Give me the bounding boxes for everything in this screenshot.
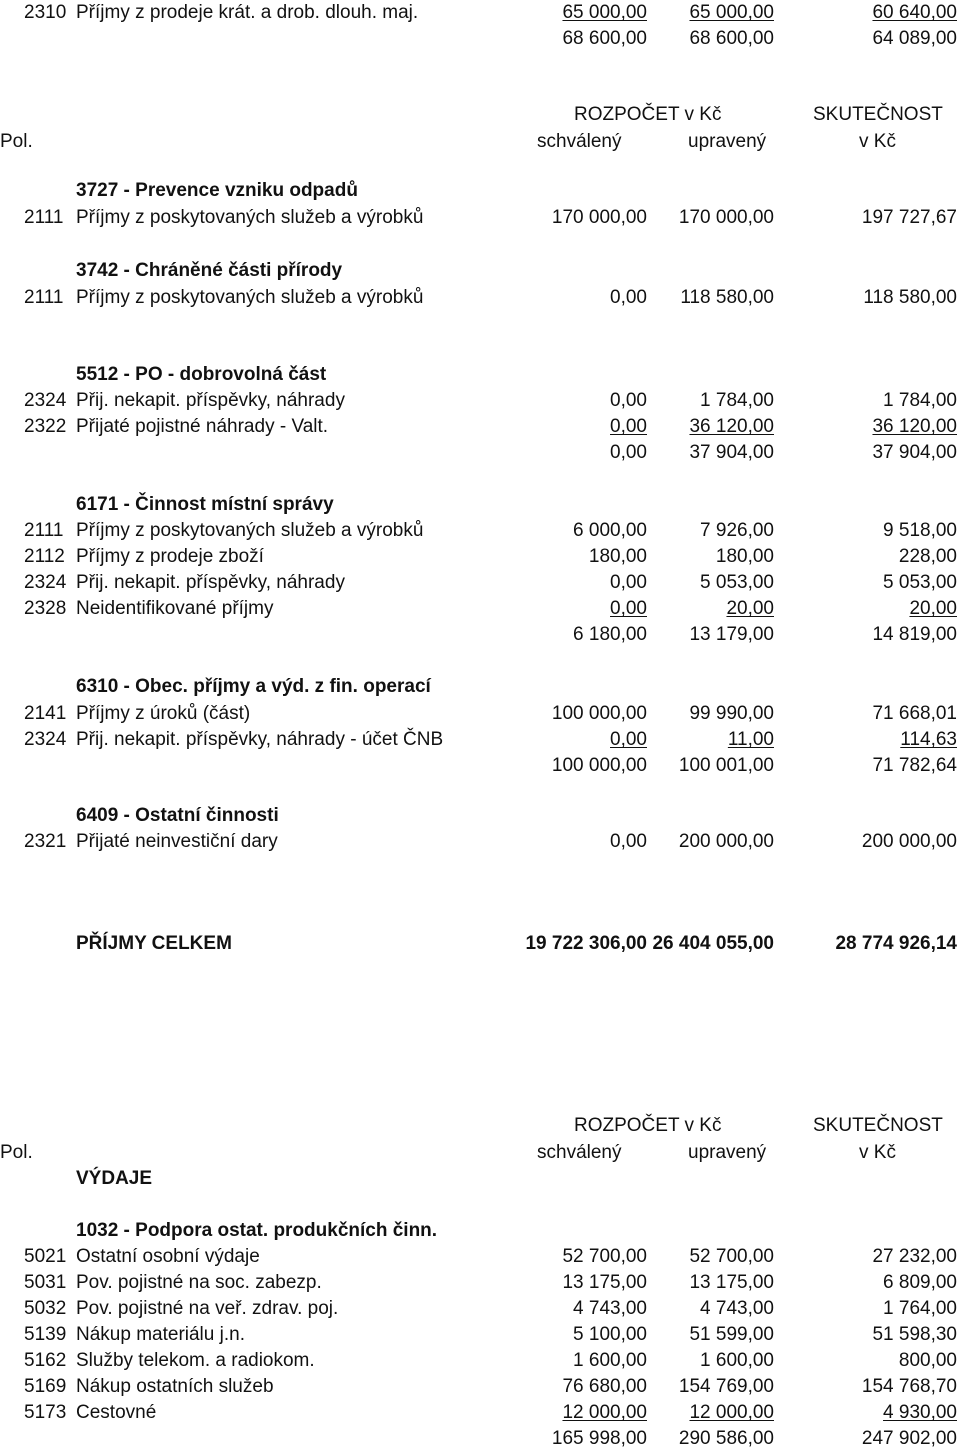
item-description: Příjmy z poskytovaných služeb a výrobků (76, 207, 424, 228)
approved-value: 52 700,00 (562, 1246, 647, 1267)
adjusted-value: 1 600,00 (700, 1350, 774, 1371)
table-row (0, 1296, 960, 1322)
approved-value: 6 180,00 (573, 624, 647, 645)
item-code: 2324 (24, 729, 67, 750)
subtotal-row (0, 1426, 960, 1452)
item-code: 5031 (24, 1272, 67, 1293)
column-header-top (0, 102, 960, 128)
adjusted-value: 1 784,00 (700, 390, 774, 411)
item-description: Přij. nekapit. příspěvky, náhrady - účet ČNB (76, 729, 444, 750)
adjusted-value: 170 000,00 (678, 207, 774, 228)
adjusted-value: 99 990,00 (689, 703, 774, 724)
item-description: Příjmy z poskytovaných služeb a výrobků (76, 287, 424, 308)
actual-value: 51 598,30 (872, 1324, 957, 1345)
section-heading (0, 674, 960, 700)
approved-value: 180,00 (588, 546, 647, 567)
item-code: 2328 (24, 598, 67, 619)
approved-header: schválený (537, 1142, 622, 1163)
adjusted-value: 51 599,00 (689, 1324, 774, 1345)
actual-value: 27 232,00 (872, 1246, 957, 1267)
approved-value: 5 100,00 (573, 1324, 647, 1345)
approved-value: 1 600,00 (573, 1350, 647, 1371)
item-description: Služby telekom. a radiokom. (76, 1350, 315, 1371)
section-heading (0, 492, 960, 518)
item-code: 2111 (24, 520, 64, 541)
item-code: 2141 (24, 703, 67, 724)
table-row (0, 1400, 960, 1426)
item-description: Přijaté neinvestiční dary (76, 831, 278, 852)
section-heading (0, 258, 960, 284)
table-row (0, 1374, 960, 1400)
adjusted-value: 180,00 (715, 546, 774, 567)
item-code: 5162 (24, 1350, 67, 1371)
item-description: Nákup materiálu j.n. (76, 1324, 245, 1345)
approved-value: 100 000,00 (551, 703, 647, 724)
approved-value: 65 000,00 (562, 2, 647, 23)
actual-value: 118 580,00 (863, 287, 957, 308)
budget-header: ROZPOČET v Kč (574, 104, 722, 125)
column-header-top (0, 1113, 960, 1139)
expenses-title: VÝDAJE (76, 1168, 153, 1189)
section-title: 6171 - Činnost místní správy (76, 494, 334, 515)
item-code: 5021 (24, 1246, 67, 1267)
item-description: Přij. nekapit. příspěvky, náhrady (76, 572, 345, 593)
subtotal-row (0, 753, 960, 779)
actual-value: 1 764,00 (883, 1298, 957, 1319)
section-title: 6310 - Obec. příjmy a výd. z fin. operací (76, 676, 431, 697)
actual-value: 4 930,00 (883, 1402, 957, 1423)
approved-value: 165 998,00 (551, 1428, 647, 1449)
approved-value: 6 000,00 (573, 520, 647, 541)
actual-value: 6 809,00 (883, 1272, 957, 1293)
actual-header: SKUTEČNOST (813, 1115, 943, 1136)
actual-value: 71 782,64 (872, 755, 957, 776)
section-title: 3742 - Chráněné části přírody (76, 260, 343, 281)
actual-value: 1 784,00 (883, 390, 957, 411)
item-code: 5139 (24, 1324, 67, 1345)
table-row (0, 544, 960, 570)
subtotal-row (0, 440, 960, 466)
section-title: 6409 - Ostatní činnosti (76, 805, 279, 826)
adjusted-value: 65 000,00 (689, 2, 774, 23)
approved-value: 4 743,00 (573, 1298, 647, 1319)
actual-value: 154 768,70 (861, 1376, 957, 1397)
item-code: 2321 (24, 831, 67, 852)
table-row (0, 1270, 960, 1296)
adjusted-value: 11,00 (727, 729, 774, 750)
adjusted-value: 290 586,00 (678, 1428, 774, 1449)
adjusted-value: 7 926,00 (700, 520, 774, 541)
actual-value: 9 518,00 (883, 520, 957, 541)
pol-header: Pol. (0, 1142, 33, 1163)
column-header-bottom (0, 129, 960, 155)
approved-value: 100 000,00 (551, 755, 647, 776)
item-description: Nákup ostatních služeb (76, 1376, 274, 1397)
actual-value: 60 640,00 (872, 2, 957, 23)
adjusted-total: 26 404 055,00 (652, 933, 774, 954)
item-code: 5032 (24, 1298, 67, 1319)
table-row (0, 414, 960, 440)
table-row (0, 285, 960, 311)
item-description: Příjmy z úroků (část) (76, 703, 251, 724)
table-row (0, 388, 960, 414)
item-code: 2322 (24, 416, 67, 437)
item-description: Příjmy z prodeje zboží (76, 546, 264, 567)
table-row (0, 727, 960, 753)
budget-header: ROZPOČET v Kč (574, 1115, 722, 1136)
adjusted-header: upravený (688, 131, 767, 152)
item-description: Neidentifikované příjmy (76, 598, 274, 619)
actual-total: 28 774 926,14 (835, 933, 957, 954)
actual-value: 5 053,00 (883, 572, 957, 593)
adjusted-value: 13 179,00 (689, 624, 774, 645)
actual-value: 14 819,00 (872, 624, 957, 645)
item-code: 2324 (24, 572, 67, 593)
adjusted-value: 20,00 (726, 598, 774, 619)
item-code: 2324 (24, 390, 67, 411)
item-code: 2111 (24, 287, 64, 308)
actual-value: 20,00 (909, 598, 957, 619)
approved-value: 0,00 (610, 598, 647, 619)
subtotal-row (0, 622, 960, 648)
actual-value: 114,63 (900, 729, 957, 750)
adjusted-value: 200 000,00 (678, 831, 774, 852)
section-heading (0, 178, 960, 204)
item-description: Přijaté pojistné náhrady - Valt. (76, 416, 329, 437)
adjusted-value: 13 175,00 (689, 1272, 774, 1293)
approved-value: 0,00 (610, 416, 647, 437)
item-code: 5169 (24, 1376, 67, 1397)
table-row (0, 518, 960, 544)
section-heading (0, 1218, 960, 1244)
table-row (0, 1348, 960, 1374)
table-row (0, 701, 960, 727)
adjusted-value: 52 700,00 (689, 1246, 774, 1267)
item-description: Pov. pojistné na soc. zabezp. (76, 1272, 322, 1293)
actual-value: 36 120,00 (872, 416, 957, 437)
column-header-bottom (0, 1140, 960, 1166)
item-description: Přij. nekapit. příspěvky, náhrady (76, 390, 345, 411)
item-description: Ostatní osobní výdaje (76, 1246, 260, 1267)
section-heading (0, 803, 960, 829)
approved-value: 0,00 (610, 729, 647, 750)
approved-value: 0,00 (610, 390, 647, 411)
actual-value: 71 668,01 (872, 703, 957, 724)
item-description: Cestovné (76, 1402, 157, 1423)
approved-value: 0,00 (610, 831, 647, 852)
item-description: Příjmy z prodeje krát. a drob. dlouh. maj. (76, 2, 419, 23)
approved-value: 68 600,00 (562, 28, 647, 49)
item-code: 2111 (24, 207, 64, 228)
adjusted-value: 100 001,00 (678, 755, 774, 776)
item-code: 2310 (24, 2, 67, 23)
actual-header: SKUTEČNOST (813, 104, 943, 125)
table-row (0, 570, 960, 596)
approved-value: 0,00 (610, 572, 647, 593)
actual-value: 37 904,00 (872, 442, 957, 463)
section-title: 5512 - PO - dobrovolná část (76, 364, 327, 385)
section-group-heading (0, 1166, 960, 1192)
adjusted-value: 5 053,00 (700, 572, 774, 593)
table-row (0, 205, 960, 231)
adjusted-value: 118 580,00 (680, 287, 774, 308)
actual-value: 200 000,00 (861, 831, 957, 852)
section-title: 1032 - Podpora ostat. produkčních činn. (76, 1220, 438, 1241)
approved-value: 170 000,00 (551, 207, 647, 228)
actual-value: 247 902,00 (861, 1428, 957, 1449)
adjusted-value: 37 904,00 (689, 442, 774, 463)
actual-value: 64 089,00 (872, 28, 957, 49)
item-description: Příjmy z poskytovaných služeb a výrobků (76, 520, 424, 541)
table-row (0, 829, 960, 855)
adjusted-value: 4 743,00 (700, 1298, 774, 1319)
unit-header: v Kč (859, 1142, 896, 1163)
subtotal-row (0, 26, 960, 52)
actual-value: 197 727,67 (861, 207, 957, 228)
unit-header: v Kč (859, 131, 896, 152)
table-row (0, 1244, 960, 1270)
adjusted-value: 36 120,00 (689, 416, 774, 437)
adjusted-value: 68 600,00 (689, 28, 774, 49)
table-row (0, 0, 960, 26)
adjusted-header: upravený (688, 1142, 767, 1163)
adjusted-value: 12 000,00 (689, 1402, 774, 1423)
item-code: 2112 (24, 546, 65, 567)
pol-header: Pol. (0, 131, 33, 152)
table-row (0, 1322, 960, 1348)
approved-header: schválený (537, 131, 622, 152)
actual-value: 800,00 (898, 1350, 957, 1371)
approved-value: 0,00 (610, 442, 647, 463)
approved-value: 13 175,00 (562, 1272, 647, 1293)
grand-total-row (0, 931, 960, 957)
section-heading (0, 362, 960, 388)
approved-value: 76 680,00 (562, 1376, 647, 1397)
approved-total: 19 722 306,00 (525, 933, 647, 954)
approved-value: 12 000,00 (562, 1402, 647, 1423)
total-label: PŘÍJMY CELKEM (76, 933, 232, 954)
approved-value: 0,00 (610, 287, 647, 308)
adjusted-value: 154 769,00 (678, 1376, 774, 1397)
actual-value: 228,00 (898, 546, 957, 567)
table-row (0, 596, 960, 622)
item-description: Pov. pojistné na veř. zdrav. poj. (76, 1298, 339, 1319)
item-code: 5173 (24, 1402, 67, 1423)
section-title: 3727 - Prevence vzniku odpadů (76, 180, 358, 201)
